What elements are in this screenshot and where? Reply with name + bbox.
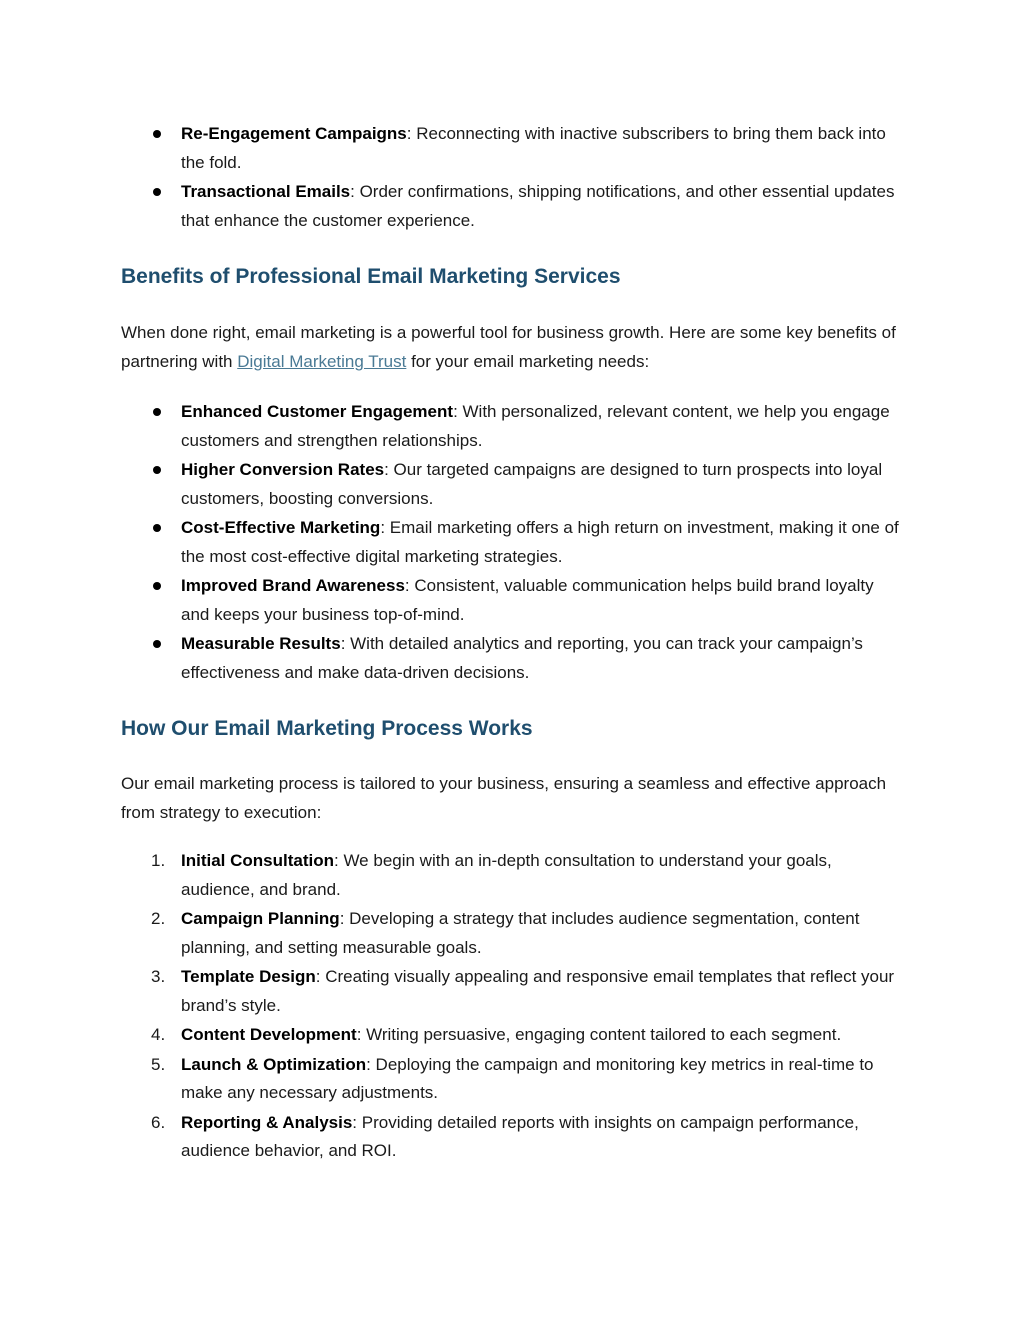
item-text: : Our targeted campaigns are designed to turn prospects into loyal customers, boosting conversions. [181,460,883,508]
list-item [121,963,904,1020]
benefits-paragraph [121,318,904,376]
step-number: 3. [151,967,166,986]
step-number: 6. [151,1112,166,1132]
item-term: Transactional Emails [181,182,351,201]
list-item [121,1051,904,1108]
process-heading: How Our Email Marketing Process Works [121,717,533,740]
step-number: 2. [151,909,166,928]
bullet-dot-icon [153,524,161,532]
item-term: Re-Engagement Campaigns [181,124,407,143]
paragraph-text: When done right, email marketing is a powerful tool for business growth. Here are some key benefits of partnering with [121,323,896,371]
list-item [121,572,904,629]
item-term: Reporting & Analysis [181,1112,353,1132]
item-text: : Deploying the campaign and monitoring key metrics in real-time to make any necessary adjustments. [181,1054,874,1102]
list-item [121,1021,904,1050]
list-item [121,847,904,904]
benefits-bullet-list [121,398,904,687]
step-number: 4. [151,1025,166,1044]
bullet-dot-icon [153,582,161,590]
bullet-dot-icon [153,188,161,196]
bullet-dot-icon [153,408,161,416]
item-term: Launch & Optimization [181,1054,367,1074]
item-term: Content Development [181,1025,357,1044]
item-term: Improved Brand Awareness [181,576,405,595]
list-item [121,514,904,571]
list-item [121,1109,904,1166]
item-text: : With personalized, relevant content, we help you engage customers and strengthen relationships. [181,402,890,450]
item-term: Cost-Effective Marketing [181,518,381,537]
bullet-dot-icon [153,466,161,474]
item-term: Template Design [181,967,316,986]
item-text: : Reconnecting with inactive subscribers to bring them back into the fold. [181,124,886,172]
step-number: 5. [151,1054,166,1074]
paragraph-text: for your email marketing needs: [406,352,650,371]
item-text: : Order confirmations, shipping notifications, and other essential updates that enhance the customer experience. [181,182,895,230]
item-text: : Writing persuasive, engaging content tailored to each segment. [356,1025,842,1044]
item-text: : We begin with an in-depth consultation to understand your goals, audience, and brand. [181,851,832,899]
bullet-dot-icon [153,640,161,648]
item-text: : Creating visually appealing and responsive email templates that reflect your brand’s style. [181,967,895,1015]
step-number: 1. [151,851,166,870]
intro-bullet-list [121,120,904,235]
item-term: Measurable Results [181,634,341,653]
digital-marketing-trust-link[interactable]: Digital Marketing Trust [237,352,407,371]
list-item [121,178,904,235]
list-item [121,456,904,513]
benefits-heading: Benefits of Professional Email Marketing Services [121,265,621,288]
list-item [121,905,904,962]
bullet-dot-icon [153,130,161,138]
item-term: Campaign Planning [181,909,340,928]
process-steps-list [121,847,904,1166]
process-paragraph: Our email marketing process is tailored to your business, ensuring a seamless and effective approach from strategy to execution: [121,774,887,822]
list-item [121,398,904,455]
item-term: Enhanced Customer Engagement [181,402,454,421]
item-term: Higher Conversion Rates [181,460,385,479]
item-text: : Developing a strategy that includes audience segmentation, content planning, and setting measurable goals. [181,909,860,957]
list-item [121,630,904,687]
item-text: : With detailed analytics and reporting, you can track your campaign’s effectiveness and make data-driven decisions. [181,634,863,682]
item-text: : Consistent, valuable communication helps build brand loyalty and keeps your business top-of-mind. [181,576,874,624]
item-text: : Email marketing offers a high return on investment, making it one of the most cost-effective digital marketing strategies. [181,518,899,566]
item-term: Initial Consultation [181,851,334,870]
list-item [121,120,904,177]
item-text: : Providing detailed reports with insights on campaign performance, audience behavior, and ROI. [181,1112,859,1160]
